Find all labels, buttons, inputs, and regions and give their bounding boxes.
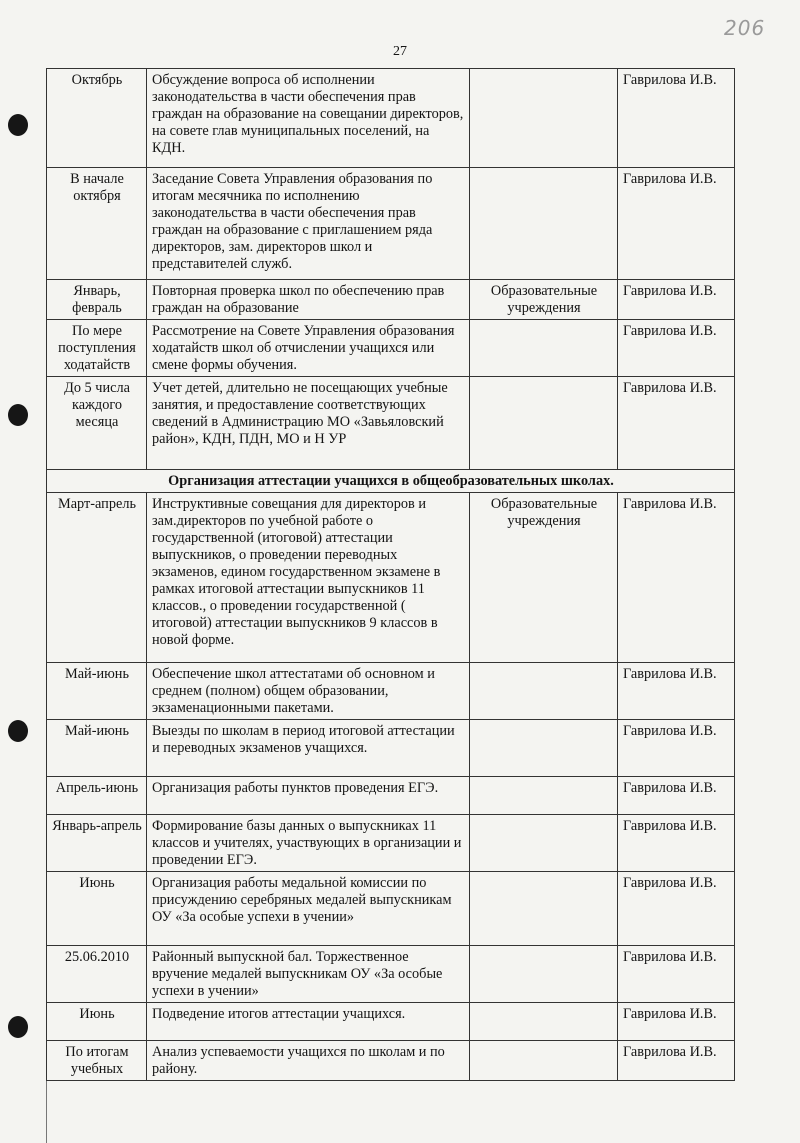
responsible-cell: Гаврилова И.В. <box>618 320 735 377</box>
punch-hole <box>8 720 28 742</box>
org-cell <box>470 815 618 872</box>
date-cell: 25.06.2010 <box>47 946 147 1003</box>
org-cell <box>470 1041 618 1081</box>
event-cell: Обсуждение вопроса об исполнении законодательства в части обеспечения прав граждан на образование на совещании директоров, на совете глав муниципальных поселений, на КДН. <box>147 69 470 168</box>
handwritten-page-number: 206 <box>724 16 766 40</box>
responsible-cell: Гаврилова И.В. <box>618 720 735 777</box>
date-cell: Май-июнь <box>47 720 147 777</box>
org-cell <box>470 720 618 777</box>
section-row <box>47 470 735 493</box>
org-cell <box>470 946 618 1003</box>
table-row <box>47 872 735 946</box>
table-row <box>47 815 735 872</box>
event-cell: Организация работы медальной комиссии по присуждению серебряных медалей выпускникам ОУ «За особые успехи в учении» <box>147 872 470 946</box>
responsible-cell: Гаврилова И.В. <box>618 663 735 720</box>
responsible-cell: Гаврилова И.В. <box>618 946 735 1003</box>
table-row <box>47 1041 735 1081</box>
table-row <box>47 168 735 280</box>
responsible-cell: Гаврилова И.В. <box>618 872 735 946</box>
org-cell <box>470 168 618 280</box>
date-cell: Апрель-июнь <box>47 777 147 815</box>
org-cell <box>470 872 618 946</box>
date-cell: Май-июнь <box>47 663 147 720</box>
event-cell: Формирование базы данных о выпускниках 11 классов и учителях, участвующих в организации и проведении ЕГЭ. <box>147 815 470 872</box>
table-row <box>47 1003 735 1041</box>
event-cell: Районный выпускной бал. Торжественное вручение медалей выпускникам ОУ «За особые успехи в учении» <box>147 946 470 1003</box>
section-title: Организация аттестации учащихся в общеобразовательных школах. <box>47 470 735 493</box>
date-cell: По итогам учебных <box>47 1041 147 1081</box>
date-cell: Январь-апрель <box>47 815 147 872</box>
org-cell: Образовательные учреждения <box>470 493 618 663</box>
responsible-cell: Гаврилова И.В. <box>618 377 735 470</box>
responsible-cell: Гаврилова И.В. <box>618 815 735 872</box>
punch-hole <box>8 404 28 426</box>
responsible-cell: Гаврилова И.В. <box>618 69 735 168</box>
table-row <box>47 946 735 1003</box>
table-row <box>47 663 735 720</box>
plan-table <box>46 68 735 1081</box>
table-row <box>47 320 735 377</box>
date-cell: Октябрь <box>47 69 147 168</box>
date-cell: Июнь <box>47 872 147 946</box>
event-cell: Заседание Совета Управления образования по итогам месячника по исполнению законодательства в части обеспечения прав граждан на образование с приглашением ряда директоров, зам. директоров школ и представителей служб. <box>147 168 470 280</box>
event-cell: Рассмотрение на Совете Управления образования ходатайств школ об отчислении учащихся или смене формы обучения. <box>147 320 470 377</box>
date-cell: Март-апрель <box>47 493 147 663</box>
table-row <box>47 720 735 777</box>
org-cell: Образовательные учреждения <box>470 280 618 320</box>
punch-hole <box>8 1016 28 1038</box>
responsible-cell: Гаврилова И.В. <box>618 280 735 320</box>
event-cell: Выезды по школам в период итоговой аттестации и переводных экзаменов учащихся. <box>147 720 470 777</box>
event-cell: Обеспечение школ аттестатами об основном и среднем (полном) общем образовании, экзаменационными пакетами. <box>147 663 470 720</box>
event-cell: Подведение итогов аттестации учащихся. <box>147 1003 470 1041</box>
org-cell <box>470 663 618 720</box>
date-cell: Январь, февраль <box>47 280 147 320</box>
date-cell: В начале октября <box>47 168 147 280</box>
responsible-cell: Гаврилова И.В. <box>618 168 735 280</box>
date-cell: Июнь <box>47 1003 147 1041</box>
punch-hole <box>8 114 28 136</box>
org-cell <box>470 1003 618 1041</box>
table-row <box>47 69 735 168</box>
event-cell: Повторная проверка школ по обеспечению прав граждан на образование <box>147 280 470 320</box>
event-cell: Учет детей, длительно не посещающих учебные занятия, и предоставление соответствующих сведений в Администрацию МО «Завьяловский район», КДН, ПДН, МО и Н УР <box>147 377 470 470</box>
table-row <box>47 377 735 470</box>
responsible-cell: Гаврилова И.В. <box>618 493 735 663</box>
event-cell: Инструктивные совещания для директоров и зам.директоров по учебной работе о государственной (итоговой) аттестации выпускников, о проведении переводных экзаменов, едином государственном экзамене в рамках итоговой аттестации выпускников 11 классов., о проведении государственной ( итоговой) аттестации выпускников 9 классов в новой форме. <box>147 493 470 663</box>
table-row <box>47 493 735 663</box>
org-cell <box>470 377 618 470</box>
responsible-cell: Гаврилова И.В. <box>618 777 735 815</box>
org-cell <box>470 69 618 168</box>
table-row <box>47 777 735 815</box>
date-cell: По мере поступления ходатайств <box>47 320 147 377</box>
date-cell: До 5 числа каждого месяца <box>47 377 147 470</box>
table-row <box>47 280 735 320</box>
page-number: 27 <box>393 44 407 59</box>
responsible-cell: Гаврилова И.В. <box>618 1003 735 1041</box>
event-cell: Организация работы пунктов проведения ЕГЭ. <box>147 777 470 815</box>
event-cell: Анализ успеваемости учащихся по школам и по району. <box>147 1041 470 1081</box>
org-cell <box>470 320 618 377</box>
responsible-cell: Гаврилова И.В. <box>618 1041 735 1081</box>
org-cell <box>470 777 618 815</box>
